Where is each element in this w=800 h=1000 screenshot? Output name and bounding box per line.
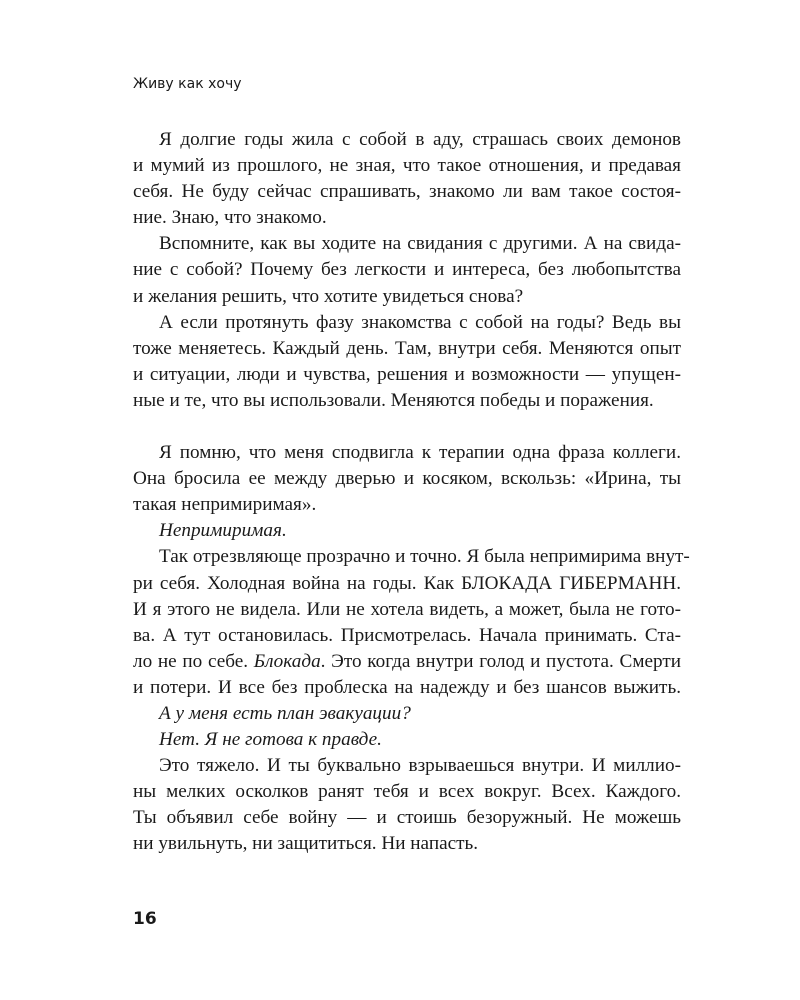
text-line [133, 649, 681, 675]
text-line: Я помню, что меня сподвигла к терапии одна фраза коллеги. [159, 442, 681, 464]
running-head: Живу как хочу [133, 76, 242, 92]
text-line: такая непримиримая». [133, 494, 317, 516]
text-line: себя. Не буду сейчас спрашивать, знакомо ли вам такое состоя- [133, 181, 681, 203]
text-line: тоже меняетесь. Каждый день. Там, внутри себя. Меняются опыт [133, 337, 681, 359]
text-line: ние. Знаю, что знакомо. [133, 207, 327, 229]
text-line: Это тяжело. И ты буквально взрываешься внутри. И миллио- [159, 755, 681, 777]
italic-line: А у меня есть план эвакуации? [159, 702, 411, 724]
text-span: ло не по себе. [133, 650, 254, 672]
text-line: и мумий из прошлого, не зная, что такое отношения, и предавая [133, 155, 681, 177]
italic-span: Блокада [253, 650, 321, 672]
text-line: ни увильнуть, ни защититься. Ни напасть. [133, 833, 479, 855]
page-number: 16 [133, 909, 157, 929]
text-line: Вспомните, как вы ходите на свидания с другими. А на свида- [159, 233, 681, 255]
text-line: ные и те, что вы использовали. Меняются победы и поражения. [133, 389, 654, 411]
text-line: И я этого не видела. Или не хотела видеть, а может, была не гото- [133, 598, 681, 620]
text-line: Ты объявил себе войну — и стоишь безоружный. Не можешь [133, 807, 681, 829]
italic-line: Непримиримая. [159, 520, 287, 542]
text-line: ние с собой? Почему без легкости и интереса, без любопытства [133, 259, 681, 281]
text-line: ва. А тут остановилась. Присмотрелась. Начала принимать. Ста- [133, 624, 681, 646]
text-line: ны мелких осколков ранят тебя и всех вокруг. Всех. Каждого. [133, 781, 681, 803]
text-line: Так отрезвляюще прозрачно и точно. Я была непримирима внут- [159, 546, 690, 568]
text-line: А если протянуть фазу знакомства с собой на годы? Ведь вы [159, 311, 681, 333]
text-line: и потери. И все без проблеска на надежду и без шансов выжить. [133, 676, 681, 698]
text-line: и ситуации, люди и чувства, решения и возможности — упущен- [133, 363, 681, 385]
section-break [133, 414, 681, 440]
text-line: Она бросила ее между дверью и косяком, вскользь: «Ирина, ты [133, 468, 681, 490]
text-line: Я долгие годы жила с собой в аду, страшась своих демонов [159, 129, 681, 150]
italic-line: Нет. Я не готова к правде. [159, 729, 382, 751]
text-line: ри себя. Холодная война на годы. Как БЛОКАДА ГИБЕРМАНН. [133, 572, 681, 594]
text-line: и желания решить, что хотите увидеться снова? [133, 285, 524, 307]
text-span: . Это когда внутри голод и пустота. Смерти [320, 650, 682, 672]
body-text [133, 127, 690, 858]
